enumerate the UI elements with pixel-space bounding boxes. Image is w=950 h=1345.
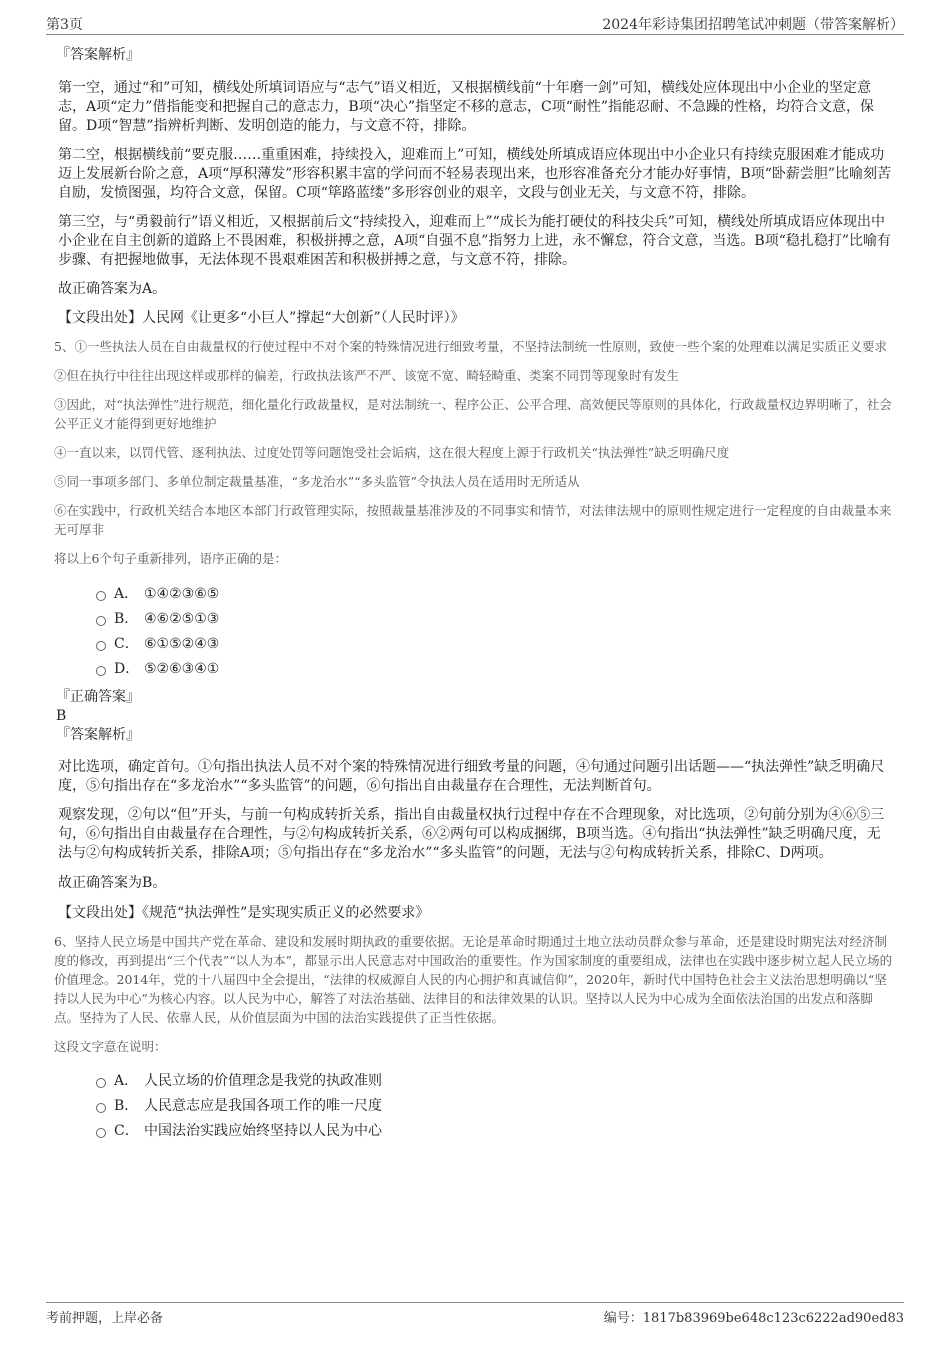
question-prompt: 这段文字意在说明： [54,1039,167,1054]
question-sentence: ⑥在实践中，行政机关结合本地区本部门行政管理实际，按照裁量基准涉及的不同事实和情节，对法律法规中的原则性规定进行一定程度的自由裁量本来无可厚非 [54,503,892,537]
conclusion: 故正确答案为B。 [58,875,167,891]
answer-analysis-label: 『答案解析』 [56,47,140,63]
option-a[interactable]: A． 人民立场的价值理念是我党的执政准则 [96,1071,894,1096]
analysis-paragraph: 对比选项，确定首句。①句指出执法人员不对个案的特殊情况进行细致考量的问题，④句通过问题引出话题——“执法弹性”缺乏明确尺度，⑤句指出存在“多龙治水”“多头监管”的问题，⑥句指出自由裁量存在合理性，无法判断首句。 [58,759,885,794]
correct-answer-label: 『正确答案』 [56,689,140,705]
radio-icon[interactable] [96,616,106,626]
page-number: 第3页 [46,17,83,33]
options-list [56,1071,894,1146]
radio-icon[interactable] [96,1103,106,1113]
answer-analysis-label: 『答案解析』 [56,727,140,743]
question-sentence: 5、①一些执法人员在自由裁量权的行使过程中不对个案的特殊情况进行细致考量，不坚持法制统一性原则，致使一些个案的处理难以满足实质正义要求 [54,339,887,354]
radio-icon[interactable] [96,666,106,676]
analysis-paragraph: 第二空，根据横线前“要克服……重重困难，持续投入，迎难而上”可知，横线处所填成语应体现出中小企业只有持续克服困难才能成功迈上发展新台阶之意，A项“厚积薄发”形容积累丰富的学问而不轻易表现出来，也形容准备充分才能办好事情，B项“卧薪尝胆”比喻刻苦自励，发愤图强，均符合文意，保留。C项“筚路蓝缕”多形容创业的艰辛，文段与创业无关，与文意不符，排除。 [58,147,892,201]
analysis-paragraph: 第三空，与“勇毅前行”语义相近，又根据前后文“持续投入，迎难而上”“成长为能打硬仗的科技尖兵”可知，横线处所填成语应体现出中小企业在自主创新的道路上不畏困难，积极拼搏之意，A项“自强不息”指努力上进，永不懈怠，符合文意，当选。B项“稳扎稳打”比喻有步骤、有把握地做事，无法体现不畏艰难困苦和积极拼搏之意，与文意不符，排除。 [58,214,892,268]
option-c[interactable]: C． 中国法治实践应始终坚持以人民为中心 [96,1121,894,1146]
source-citation: 【文段出处】《规范“执法弹性”是实现实质正义的必然要求》 [58,905,430,921]
correct-answer-value: B [56,708,67,724]
question-sentence: ④一直以来，以罚代管、逐利执法、过度处罚等问题饱受社会诟病，这在很大程度上源于行政机关“执法弹性”缺乏明确尺度 [54,445,730,460]
radio-icon[interactable] [96,591,106,601]
radio-icon[interactable] [96,641,106,651]
option-c[interactable]: C． ⑥①⑤②④③ [96,634,894,659]
analysis-paragraph: 第一空，通过“和”可知，横线处所填词语应与“志气”语义相近，又根据横线前“十年磨一剑”可知，横线处应体现出中小企业的坚定意志，A项“定力”借指能变和把握自己的意志力，B项“决心”指坚定不移的意志，C项“耐性”指能忍耐、不急躁的性格，均符合文意，保留。D项“智慧”指辨析判断、发明创造的能力，与文意不符，排除。 [58,80,875,134]
code-value: 1817b83969be648c123c6222ad90ed83 [642,1311,904,1326]
option-b[interactable]: B． 人民意志应是我国各项工作的唯一尺度 [96,1096,894,1121]
question-sentence: ③因此，对“执法弹性”进行规范，细化量化行政裁量权，是对法制统一、程序公正、公平合理、高效便民等原则的具体化，行政裁量权边界明晰了，社会公平正义才能得到更好地维护 [54,397,892,431]
question-sentence: ②但在执行中往往出现这样或那样的偏差，行政执法该严不严、该宽不宽、畸轻畸重、类案不同罚等现象时有发生 [54,368,680,383]
option-a[interactable]: A． ①④②③⑥⑤ [96,584,894,609]
question-prompt: 将以上6个句子重新排列，语序正确的是： [54,551,287,566]
conclusion: 故正确答案为A。 [58,281,167,297]
footer-slogan: 考前押题，上岸必备 [46,1311,164,1326]
radio-icon[interactable] [96,1128,106,1138]
document-code [604,1307,904,1326]
source-citation: 【文段出处】人民网《让更多“小巨人”撑起“大创新”（人民时评）》 [58,310,465,326]
page-header [46,12,904,35]
code-label: 编号： [603,1311,643,1326]
page-footer [46,1302,904,1326]
page-content [56,46,894,1146]
option-b[interactable]: B． ④⑥②⑤①③ [96,609,894,634]
radio-icon[interactable] [96,1078,106,1088]
question-stem: 6、坚持人民立场是中国共产党在革命、建设和发展时期执政的重要依据。无论是革命时期通过土地立法动员群众参与革命，还是建设时期宪法对经济制度的修改，再到提出“三个代表”“以人为本”，都显示出人民意志对中国政治的重要性。作为国家制度的重要组成，法律也在实践中逐步树立起人民立场的价值理念。2014年，党的十八届四中全会提出，“法律的权威源自人民的内心拥护和真诚信仰”，2020年，新时代中国特色社会主义法治思想明确以“坚持以人民为中心”为核心内容。以人民为中心，解答了对法治基础、法律目的和法律效果的认识。坚持以人民为中心成为全面依法治国的出发点和落脚点。坚持为了人民、依靠人民，从价值层面为中国的法治实践提供了正当性依据。 [54,934,893,1025]
question-sentence: ⑤同一事项多部门、多单位制定裁量基准，“多龙治水”“多头监管”令执法人员在适用时无所适从 [54,474,580,489]
analysis-paragraph: 观察发现，②句以“但”开头，与前一句构成转折关系，指出自由裁量权执行过程中存在不合理现象，对比选项，②句前分别为④⑥⑤三句，⑥句指出自由裁量存在合理性，与②句构成转折关系，⑥②两句可以构成捆绑，B项当选。④句指出“执法弹性”缺乏明确尺度，无法与②句构成转折关系，排除A项；⑤句指出存在“多龙治水”“多头监管”的问题，无法与②句构成转折关系，排除C、D两项。 [58,807,885,861]
options-list [56,584,894,684]
option-d[interactable]: D． ⑤②⑥③④① [96,659,894,684]
document-title: 2024年彩诗集团招聘笔试冲刺题（带答案解析） [602,17,904,33]
